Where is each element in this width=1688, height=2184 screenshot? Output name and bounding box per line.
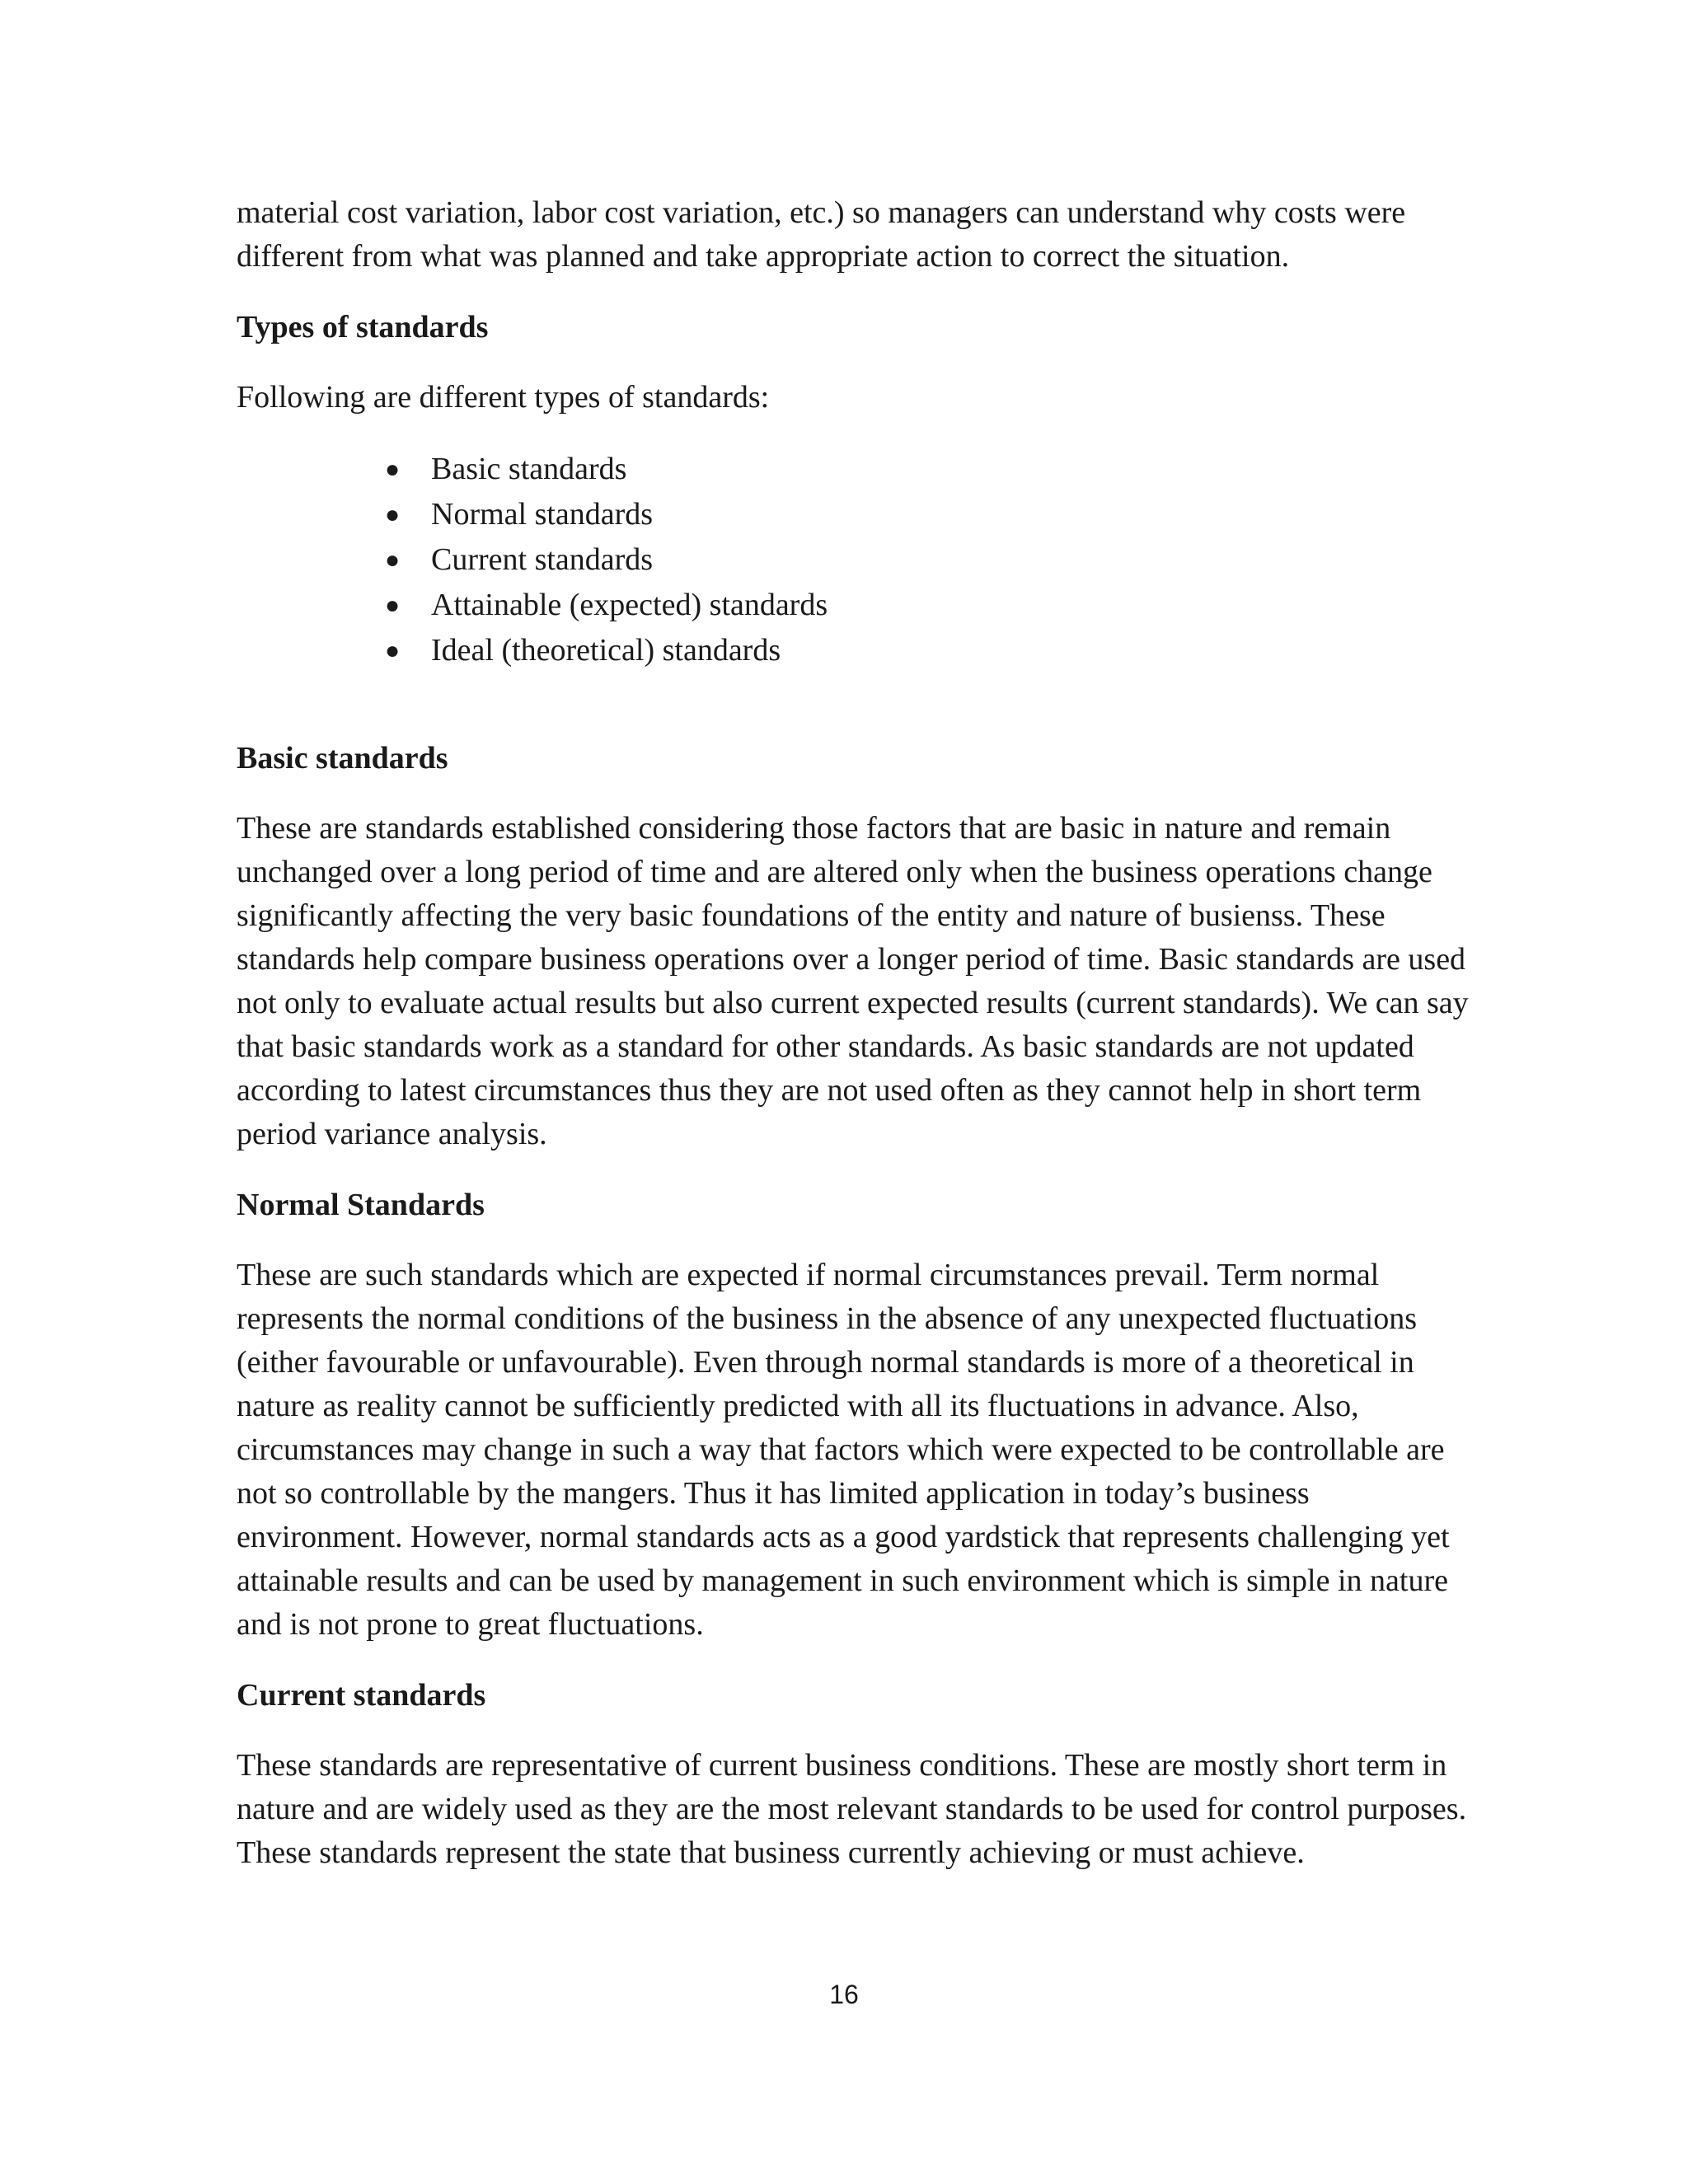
list-item-label: Attainable (expected) standards [431, 588, 828, 622]
list-item [385, 628, 1473, 673]
types-lead: Following are different types of standards: [237, 380, 770, 415]
normal-standards-paragraph: These are such standards which are expected if normal circumstances prevail. Term normal represents the normal conditions of the business in the absence of any unexpected fluctuations (either favourable or unfavourable). Even through normal standards is more of a theoretical in nature as reality cannot be sufficiently predicted with all its fluctuations in advance. Also, circumstances may change in such a way that factors which were expected to be controllable are not so controllable by the mangers. Thus it has limited application in today’s business environment. However, normal standards acts as a good yardstick that represents challenging yet attainable results and can be used by management in such environment which is simple in nature and is not prone to great fluctuations. [237, 1258, 1450, 1642]
list-item-label: Basic standards [431, 452, 627, 486]
current-standards-paragraph: These standards are representative of current business conditions. These are mostly short term in nature and are widely used as they are the most relevant standards to be used for control purposes. These standards represent the state that business currently achieving or must achieve. [237, 1748, 1467, 1870]
list-item [385, 447, 1473, 492]
list-item-label: Current standards [431, 542, 654, 577]
basic-standards-heading: Basic standards [237, 741, 448, 776]
list-item [385, 583, 1473, 628]
list-item [385, 537, 1473, 583]
bullet-icon: ● [385, 501, 401, 528]
basic-standards-paragraph: These are standards established considering those factors that are basic in nature and remain unchanged over a long period of time and are altered only when the business operations change significantly affecting the very basic foundations of the entity and nature of busienss. These standards help compare business operations over a longer period of time. Basic standards are used not only to evaluate actual results but also current expected results (current standards). We can say that basic standards work as a standard for other standards. As basic standards are not updated according to latest circumstances thus they are not used often as they cannot help in short term period variance analysis. [237, 811, 1469, 1151]
bullet-icon: ● [385, 592, 401, 619]
normal-standards-heading: Normal Standards [237, 1188, 485, 1222]
intro-paragraph: material cost variation, labor cost variation, etc.) so managers can understand why costs were different from what was planned and take appropriate action to correct the situation. [237, 195, 1406, 274]
list-item [385, 492, 1473, 537]
list-item-label: Normal standards [431, 497, 654, 532]
bullet-icon: ● [385, 456, 401, 483]
types-heading: Types of standards [237, 310, 489, 344]
page-number: 16 [829, 1980, 859, 2009]
bullet-icon: ● [385, 637, 401, 664]
types-list [237, 447, 1473, 673]
list-item-label: Ideal (theoretical) standards [431, 633, 781, 668]
bullet-icon: ● [385, 546, 401, 574]
current-standards-heading: Current standards [237, 1678, 486, 1713]
document-page [237, 191, 1473, 1902]
